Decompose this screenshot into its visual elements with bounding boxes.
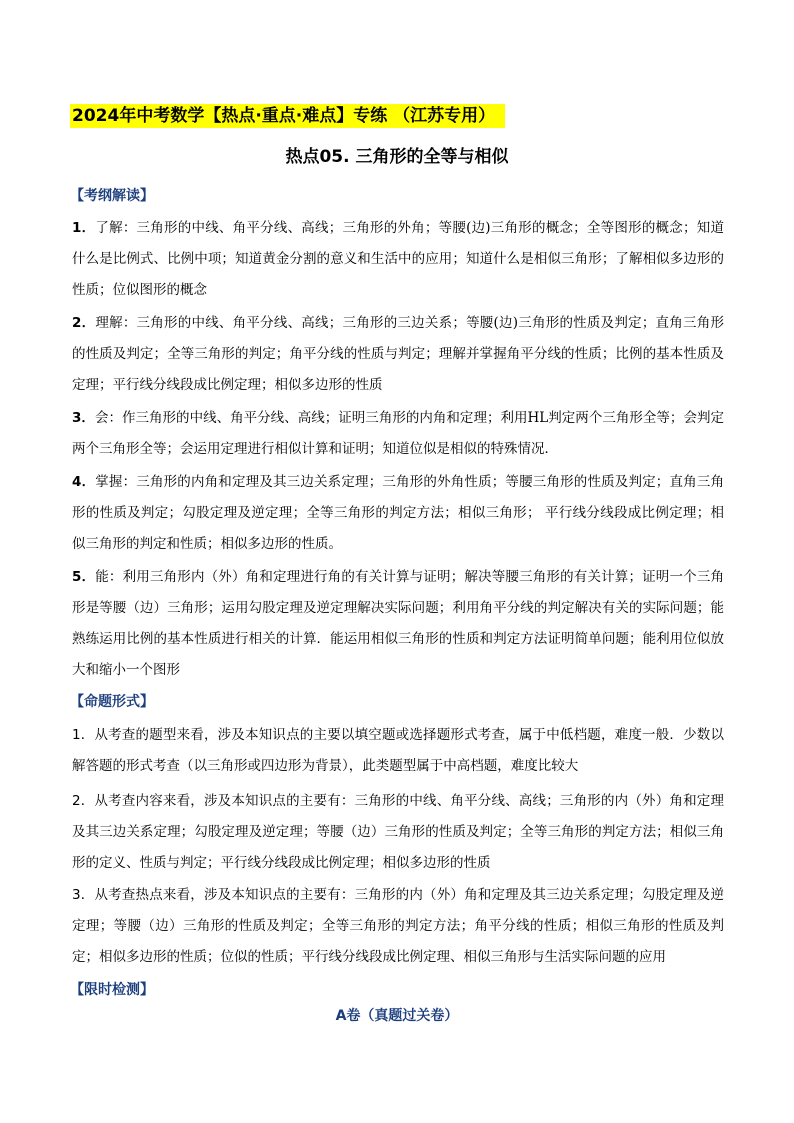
item-text: 从考查的题型来看，涉及本知识点的主要以填空题或选择题形式考查，属于中低档题，难度一般．少数以解答题的形式考查（以三角形或四边形为背景），此类题型属于中高档题，难度比较大 bbox=[72, 727, 724, 774]
document-title: 2024年中考数学【热点·重点·难点】专练 （江苏专用） bbox=[70, 104, 505, 128]
item-number: 3． bbox=[72, 887, 95, 903]
item-text: 了解：三角形的中线、角平分线、高线；三角形的外角；等腰(边)三角形的概念；全等图形的概念；知道什么是比例式、比例中项；知道黄金分割的意义和生活中的应用；知道什么是相似三角形；了解相似多边形的性质；位似图形的概念 bbox=[72, 220, 724, 298]
item-number: 5． bbox=[72, 569, 96, 585]
section-heading-format: 【命题形式】 bbox=[70, 694, 154, 710]
section-heading-syllabus: 【考纲解读】 bbox=[70, 188, 154, 204]
syllabus-item bbox=[72, 213, 724, 306]
format-item bbox=[72, 720, 724, 782]
item-number: 3． bbox=[72, 410, 95, 426]
item-text: 从考查内容来看，涉及本知识点的主要有：三角形的中线、角平分线、高线；三角形的内（外）角和定理及其三边关系定理；勾股定理及逆定理；等腰（边）三角形的性质及判定；全等三角形的判定方法；相似三角形的定义、性质与判定；平行线分线段成比例定理；相似多边形的性质 bbox=[72, 793, 724, 871]
item-text: 能：利用三角形内（外）角和定理进行角的有关计算与证明；解决等腰三角形的有关计算；证明一个三角形是等腰（边）三角形；运用勾股定理及逆定理解决实际问题；利用角平分线的判定解决有关的实际问题；能熟练运用比例的基本性质进行相关的计算．能运用相似三角形的性质和判定方法证明简单问题；能利用位似放大和缩小一个图形 bbox=[72, 569, 724, 678]
syllabus-item bbox=[72, 562, 724, 686]
format-item bbox=[72, 786, 724, 879]
item-text: 从考查热点来看，涉及本知识点的主要有：三角形的内（外）角和定理及其三边关系定理；勾股定理及逆定理；等腰（边）三角形的性质及判定；全等三角形的判定方法；角平分线的性质；相似三角形的性质及判定；相似多边形的性质；位似的性质；平行线分线段成比例定理、相似三角形与生活实际问题的应用 bbox=[72, 887, 724, 965]
item-number: 1． bbox=[72, 220, 96, 236]
section-heading-test: 【限时检测】 bbox=[70, 982, 154, 998]
item-number: 4． bbox=[72, 474, 96, 490]
syllabus-item bbox=[72, 308, 724, 401]
item-text: 会：作三角形的中线、角平分线、高线；证明三角形的内角和定理；利用HL判定两个三角形全等；会判定两个三角形全等；会运用定理进行相似计算和证明；知道位似是相似的特殊情况． bbox=[72, 410, 724, 457]
item-text: 理解：三角形的中线、角平分线、高线；三角形的三边关系；等腰(边)三角形的性质及判定；直角三角形的性质及判定；全等三角形的判定；角平分线的性质与判定；理解并掌握角平分线的性质；比例的基本性质及定理；平行线分线段成比例定理；相似多边形的性质 bbox=[72, 315, 724, 393]
item-number: 1． bbox=[72, 727, 95, 743]
paper-label: A卷（真题过关卷） bbox=[335, 1008, 459, 1024]
format-item bbox=[72, 880, 724, 973]
item-text: 掌握：三角形的内角和定理及其三边关系定理；三角形的外角性质；等腰三角形的性质及判定；直角三角形的性质及判定；勾股定理及逆定理；全等三角形的判定方法；相似三角形； 平行线分线段成比例定理；相似三角形的判定和性质；相似多边形的性质。 bbox=[72, 474, 724, 552]
syllabus-item bbox=[72, 467, 724, 560]
topic-title: 热点05. 三角形的全等与相似 bbox=[285, 147, 509, 167]
syllabus-item bbox=[72, 403, 724, 465]
item-number: 2． bbox=[72, 793, 95, 809]
item-number: 2． bbox=[72, 315, 96, 331]
